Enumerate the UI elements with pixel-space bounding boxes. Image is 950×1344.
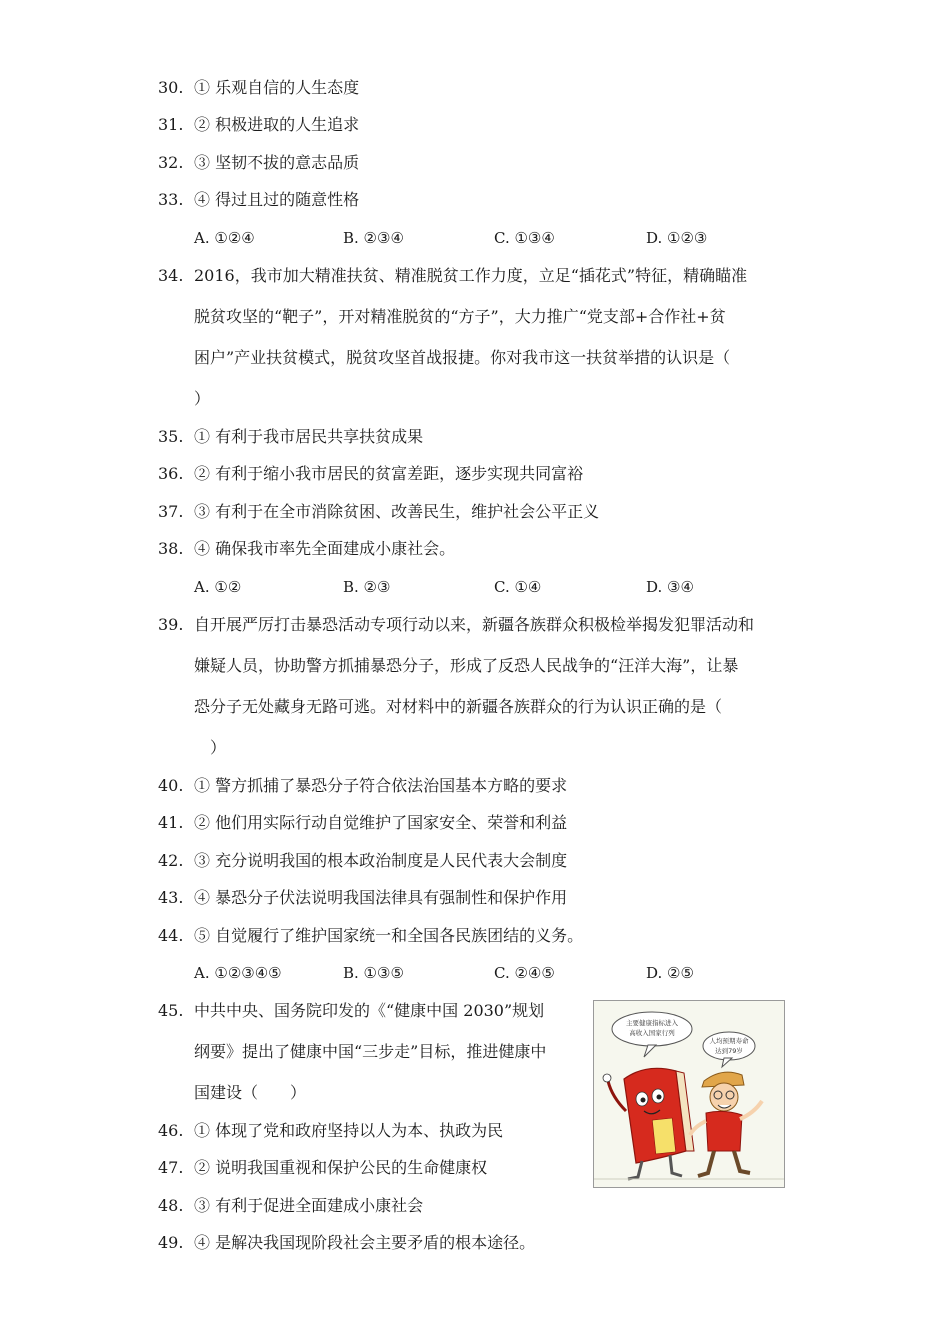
option-d: D. ③④ xyxy=(646,578,694,596)
option-a: A. ①②③④⑤ xyxy=(194,964,282,982)
option-b: B. ①③⑤ xyxy=(343,964,404,982)
option-c: C. ①③④ xyxy=(494,229,555,247)
option-a: A. ①② xyxy=(194,578,242,596)
option-a: A. ①②④ xyxy=(194,229,255,247)
document-page: 30. ① 乐观自信的人生态度 31. ② 积极进取的人生追求 32. ③ 坚韧不拔的意志品质 33. ④ 得过且过的随意性格 A. ①②④ B. ②③④ C. ①③④ D. ①②③ 34. 2016，我市加大精准扶贫、精准脱贫工作力度，立足“插花式”特征，精确瞄准 脱贫攻坚的“靶子”，开对精准脱贫的“方子”，大力推广“党支部+合作社+贫 困户”产业扶贫模式，脱贫攻坚首战报捷。你对我市这一扶贫举措的认识是（ ） 35. ① 有利于我市居民共享扶贫成果 36. ② 有利于缩小我市居民的贫富差距，逐步实现共同富裕 37. ③ 有利于在全市消除贫困、改善民生，维护社会公平正义 38. ④ 确保我市率先全面建成小康社会。 A. ①② B. ②③ C. ①④ D. ③④ 39. 自开展严厉打击暴恐活动专项行动以来，新疆各族群众积极检举揭发犯罪活动和 嫌疑人员，协助警方抓捕暴恐分子，形成了反恐人民战争的“汪洋大海”，让暴 恐分子无处藏身无路可逃。对材料中的新疆各族群众的行为认识正确的是（ ） 40. ① 警方抓捕了暴恐分子符合依法治国基本方略的要求 41. ② 他们用实际行动自觉维护了国家安全、荣誉和利益 42. ③ 充分说明我国的根本政治制度是人民代表大会制度 43. ④ 暴恐分子伏法说明我国法律具有强制性和保护作用 44. ⑤ 自觉履行了维护国家统一和全国各民族团结的义务。 A. ①②③④⑤ B. ①③⑤ C. ②④⑤ D. ②⑤ 45. 中共中央、国务院印发的《“健康中国 2030”规划 纲要》提出了健康中国“三步走”目标，推进健康中 国建设（ ） 46. ① 体现了党和政府坚持以人为本、执政为民 47. ② 说明我国重视和保护公民的生命健康权 48. ③ 有利于促进全面建成小康社会 49. ④ 是解决我国现阶段社会主要矛盾的根本途径。 主要健康指标进入 高收入国家行列 人均预期寿命 达到79岁 xyxy=(0,0,950,1344)
bubble-left-line1: 主要健康指标进入 xyxy=(626,1019,678,1027)
option-d: D. ②⑤ xyxy=(646,964,694,982)
option-c: C. ②④⑤ xyxy=(494,964,555,982)
option-b: B. ②③ xyxy=(343,578,391,596)
bubble-left-line2: 高收入国家行列 xyxy=(629,1029,675,1037)
bubble-right-line1: 人均预期寿命 xyxy=(709,1037,749,1045)
bubble-right-line2: 达到79岁 xyxy=(715,1047,743,1055)
cartoon-illustration xyxy=(593,1000,785,1188)
cartoon-svg xyxy=(594,1001,784,1187)
option-d: D. ①②③ xyxy=(646,229,708,247)
option-c: C. ①④ xyxy=(494,578,542,596)
option-b: B. ②③④ xyxy=(343,229,404,247)
